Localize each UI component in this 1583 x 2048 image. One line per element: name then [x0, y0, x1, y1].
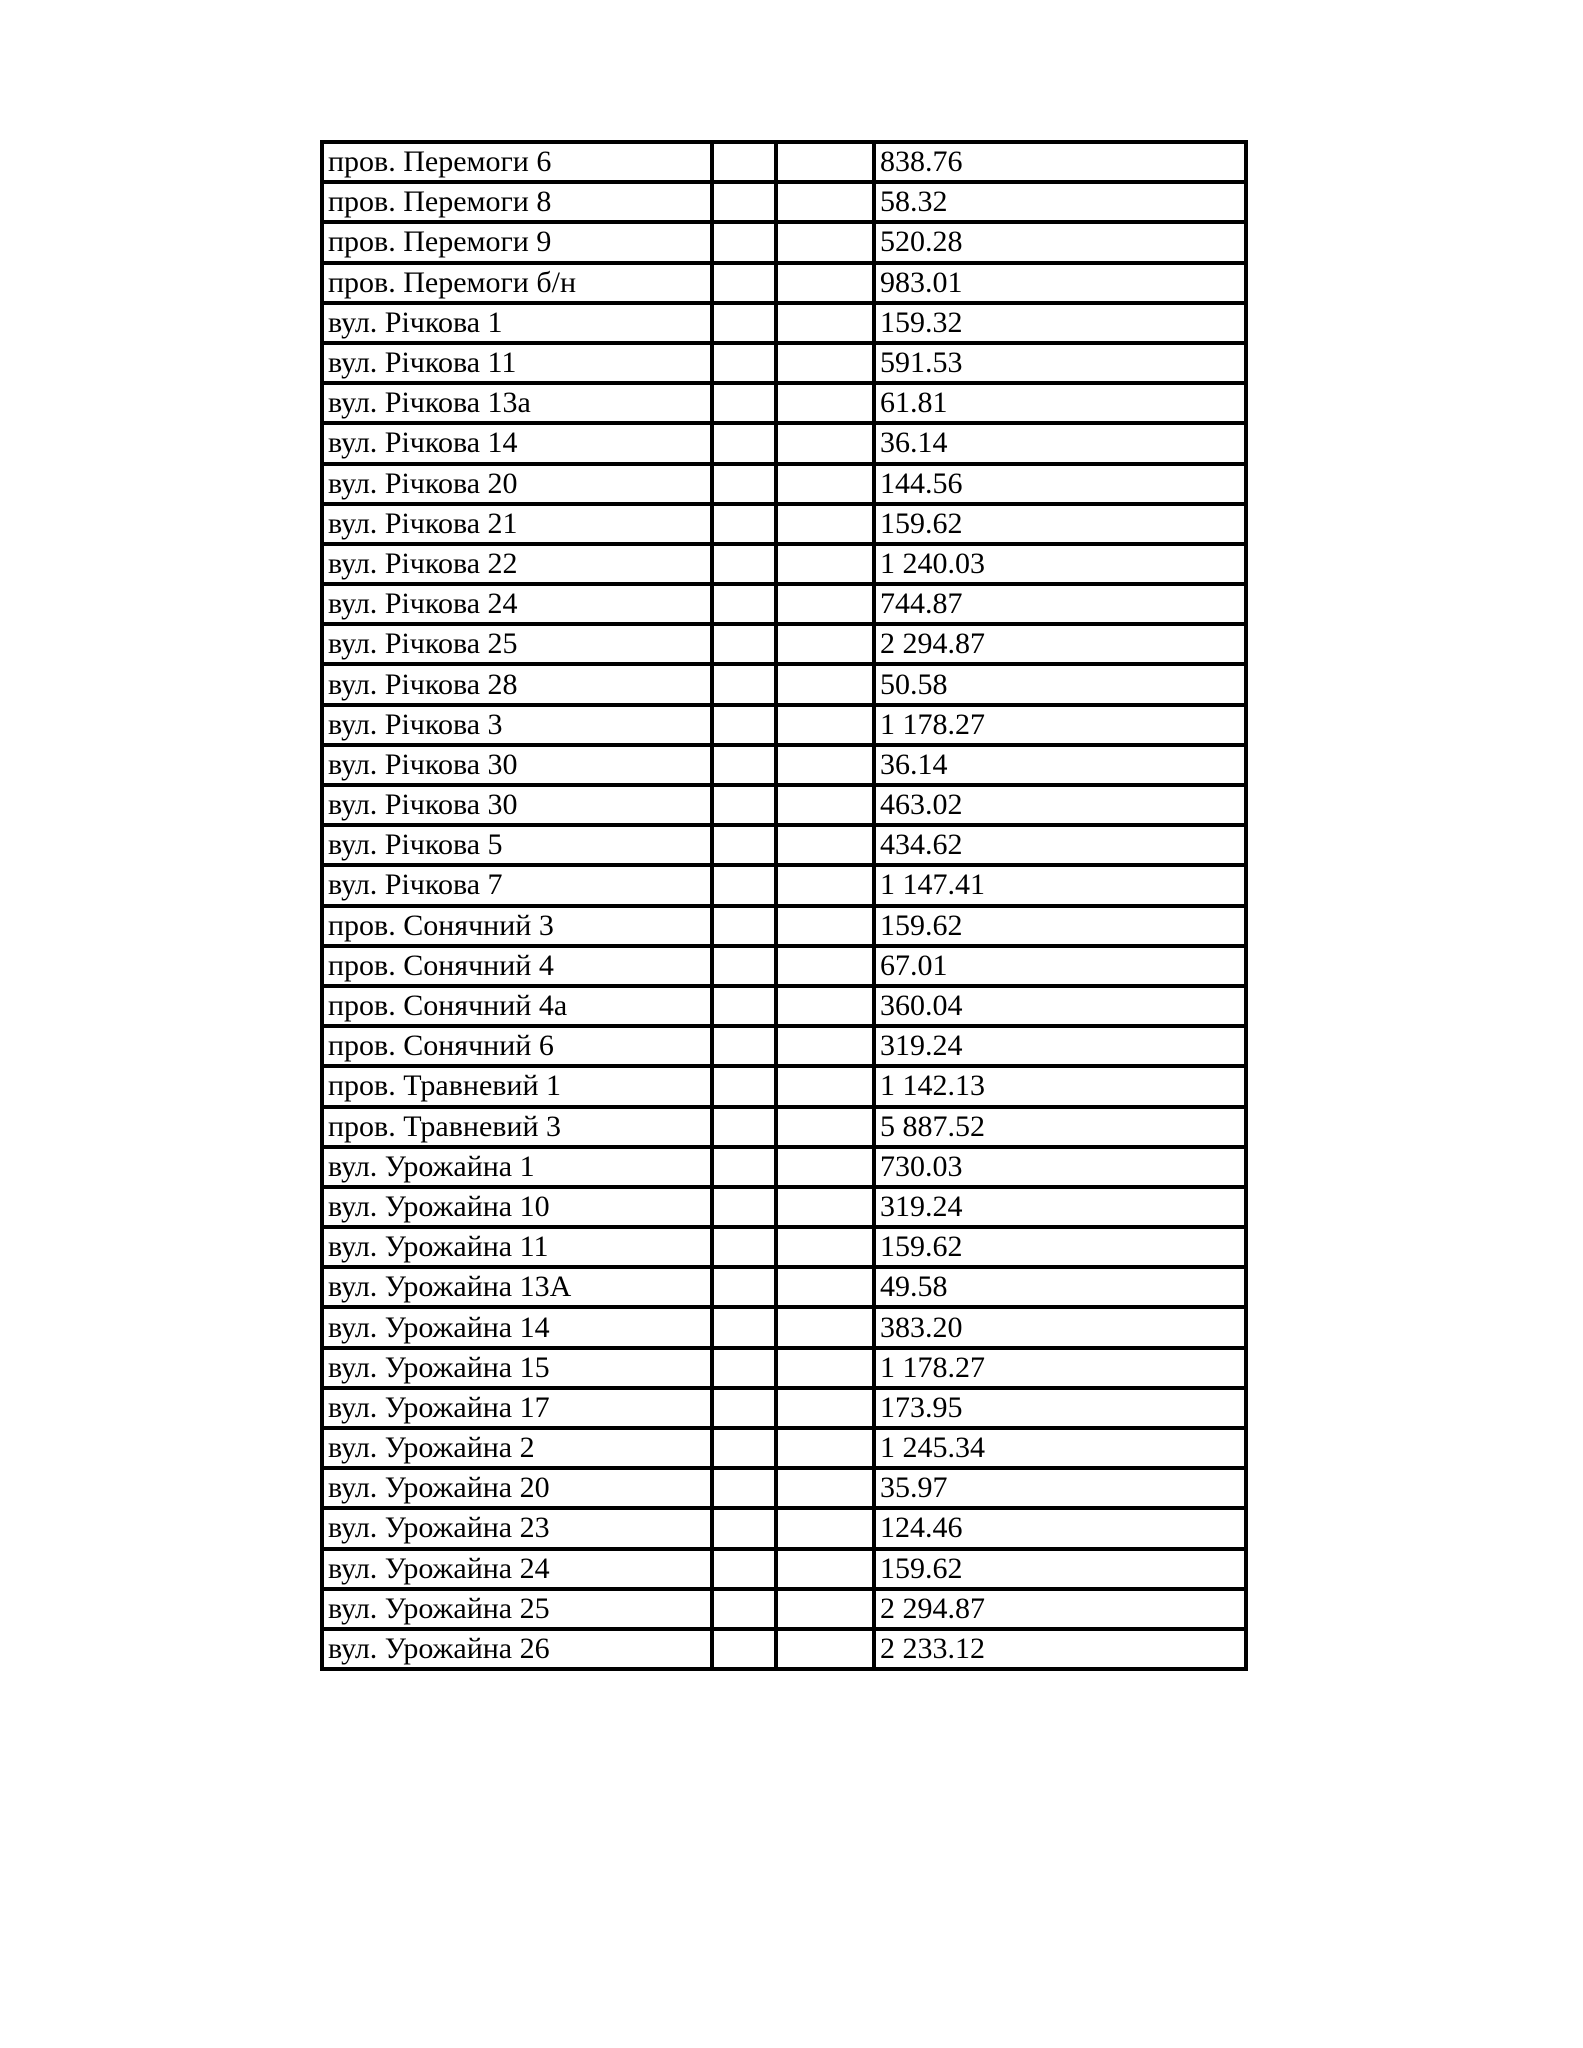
- address-cell: вул. Урожайна 17: [322, 1388, 712, 1428]
- empty-cell: [712, 1388, 776, 1428]
- amount-cell: 434.62: [874, 825, 1246, 865]
- amount-cell: 159.62: [874, 1227, 1246, 1267]
- amount-cell: 58.32: [874, 182, 1246, 222]
- empty-cell: [712, 1066, 776, 1106]
- amount-cell: 319.24: [874, 1187, 1246, 1227]
- empty-cell: [712, 1428, 776, 1468]
- table-row: [322, 865, 1246, 905]
- address-cell: вул. Річкова 3: [322, 705, 712, 745]
- empty-cell: [712, 584, 776, 624]
- table-row: [322, 1549, 1246, 1589]
- address-cell: вул. Урожайна 10: [322, 1187, 712, 1227]
- address-cell: пров. Сонячний 4а: [322, 986, 712, 1026]
- address-cell: вул. Річкова 21: [322, 504, 712, 544]
- amount-cell: 319.24: [874, 1026, 1246, 1066]
- empty-cell: [712, 705, 776, 745]
- empty-cell: [712, 303, 776, 343]
- address-cell: пров. Перемоги 9: [322, 222, 712, 262]
- amount-cell: 983.01: [874, 263, 1246, 303]
- empty-cell: [776, 1508, 874, 1548]
- address-cell: вул. Урожайна 26: [322, 1629, 712, 1669]
- address-cell: вул. Річкова 24: [322, 584, 712, 624]
- amount-cell: 744.87: [874, 584, 1246, 624]
- empty-cell: [712, 1187, 776, 1227]
- amount-cell: 1 178.27: [874, 1348, 1246, 1388]
- table-row: [322, 906, 1246, 946]
- amount-cell: 159.32: [874, 303, 1246, 343]
- empty-cell: [776, 1589, 874, 1629]
- empty-cell: [712, 1147, 776, 1187]
- table-row: [322, 142, 1246, 182]
- amount-cell: 520.28: [874, 222, 1246, 262]
- empty-cell: [712, 906, 776, 946]
- empty-cell: [712, 1508, 776, 1548]
- address-cell: вул. Річкова 7: [322, 865, 712, 905]
- empty-cell: [776, 624, 874, 664]
- table-row: [322, 664, 1246, 704]
- empty-cell: [712, 865, 776, 905]
- amount-cell: 36.14: [874, 423, 1246, 463]
- table-row: [322, 1428, 1246, 1468]
- amount-cell: 838.76: [874, 142, 1246, 182]
- empty-cell: [776, 1388, 874, 1428]
- address-cell: вул. Урожайна 15: [322, 1348, 712, 1388]
- address-cell: вул. Річкова 14: [322, 423, 712, 463]
- table-row: [322, 383, 1246, 423]
- empty-cell: [712, 745, 776, 785]
- address-cell: пров. Сонячний 3: [322, 906, 712, 946]
- empty-cell: [776, 906, 874, 946]
- empty-cell: [776, 1187, 874, 1227]
- empty-cell: [712, 1307, 776, 1347]
- empty-cell: [776, 1026, 874, 1066]
- address-cell: пров. Травневий 1: [322, 1066, 712, 1106]
- empty-cell: [776, 1428, 874, 1468]
- empty-cell: [776, 745, 874, 785]
- table-row: [322, 986, 1246, 1026]
- empty-cell: [712, 464, 776, 504]
- empty-cell: [776, 222, 874, 262]
- empty-cell: [712, 423, 776, 463]
- amount-cell: 1 245.34: [874, 1428, 1246, 1468]
- table-row: [322, 1227, 1246, 1267]
- empty-cell: [776, 986, 874, 1026]
- address-amount-table: [320, 140, 1248, 1671]
- empty-cell: [712, 1227, 776, 1267]
- amount-cell: 36.14: [874, 745, 1246, 785]
- empty-cell: [776, 263, 874, 303]
- amount-cell: 1 147.41: [874, 865, 1246, 905]
- amount-cell: 360.04: [874, 986, 1246, 1026]
- table-row: [322, 1066, 1246, 1106]
- amount-cell: 159.62: [874, 504, 1246, 544]
- table-row: [322, 263, 1246, 303]
- amount-cell: 2 233.12: [874, 1629, 1246, 1669]
- empty-cell: [712, 825, 776, 865]
- table-row: [322, 182, 1246, 222]
- empty-cell: [712, 1107, 776, 1147]
- empty-cell: [776, 785, 874, 825]
- empty-cell: [776, 1147, 874, 1187]
- amount-cell: 463.02: [874, 785, 1246, 825]
- empty-cell: [776, 1066, 874, 1106]
- address-cell: пров. Сонячний 4: [322, 946, 712, 986]
- table-row: [322, 1107, 1246, 1147]
- empty-cell: [712, 1468, 776, 1508]
- table-row: [322, 1589, 1246, 1629]
- address-cell: вул. Річкова 30: [322, 745, 712, 785]
- amount-cell: 173.95: [874, 1388, 1246, 1428]
- amount-cell: 591.53: [874, 343, 1246, 383]
- empty-cell: [776, 423, 874, 463]
- empty-cell: [776, 825, 874, 865]
- amount-cell: 5 887.52: [874, 1107, 1246, 1147]
- table-row: [322, 624, 1246, 664]
- address-cell: вул. Річкова 30: [322, 785, 712, 825]
- empty-cell: [776, 1227, 874, 1267]
- address-cell: вул. Урожайна 25: [322, 1589, 712, 1629]
- empty-cell: [712, 785, 776, 825]
- empty-cell: [776, 1629, 874, 1669]
- empty-cell: [712, 263, 776, 303]
- amount-cell: 730.03: [874, 1147, 1246, 1187]
- table-row: [322, 1388, 1246, 1428]
- address-cell: вул. Річкова 1: [322, 303, 712, 343]
- address-cell: вул. Урожайна 13А: [322, 1267, 712, 1307]
- address-cell: вул. Урожайна 14: [322, 1307, 712, 1347]
- table-row: [322, 1026, 1246, 1066]
- amount-cell: 159.62: [874, 906, 1246, 946]
- table-row: [322, 1147, 1246, 1187]
- empty-cell: [776, 182, 874, 222]
- empty-cell: [776, 1107, 874, 1147]
- address-cell: пров. Перемоги б/н: [322, 263, 712, 303]
- empty-cell: [776, 504, 874, 544]
- amount-cell: 383.20: [874, 1307, 1246, 1347]
- table-row: [322, 584, 1246, 624]
- empty-cell: [712, 624, 776, 664]
- amount-cell: 67.01: [874, 946, 1246, 986]
- empty-cell: [776, 946, 874, 986]
- table-row: [322, 222, 1246, 262]
- empty-cell: [776, 1348, 874, 1388]
- amount-cell: 159.62: [874, 1549, 1246, 1589]
- table-body: [322, 142, 1246, 1669]
- empty-cell: [776, 343, 874, 383]
- table-row: [322, 1187, 1246, 1227]
- empty-cell: [776, 705, 874, 745]
- empty-cell: [712, 222, 776, 262]
- amount-cell: 35.97: [874, 1468, 1246, 1508]
- table-row: [322, 1508, 1246, 1548]
- table-row: [322, 705, 1246, 745]
- amount-cell: 144.56: [874, 464, 1246, 504]
- table-row: [322, 1468, 1246, 1508]
- table-row: [322, 1267, 1246, 1307]
- empty-cell: [712, 1267, 776, 1307]
- amount-cell: 1 178.27: [874, 705, 1246, 745]
- address-cell: вул. Річкова 11: [322, 343, 712, 383]
- empty-cell: [776, 1307, 874, 1347]
- address-cell: вул. Річкова 25: [322, 624, 712, 664]
- table-row: [322, 1348, 1246, 1388]
- amount-cell: 1 240.03: [874, 544, 1246, 584]
- empty-cell: [776, 1549, 874, 1589]
- table-row: [322, 343, 1246, 383]
- amount-cell: 1 142.13: [874, 1066, 1246, 1106]
- table-row: [322, 423, 1246, 463]
- table-row: [322, 825, 1246, 865]
- empty-cell: [712, 383, 776, 423]
- table-row: [322, 745, 1246, 785]
- empty-cell: [712, 1629, 776, 1669]
- address-cell: вул. Урожайна 11: [322, 1227, 712, 1267]
- empty-cell: [712, 1348, 776, 1388]
- address-cell: вул. Урожайна 2: [322, 1428, 712, 1468]
- empty-cell: [776, 1267, 874, 1307]
- table-row: [322, 1629, 1246, 1669]
- empty-cell: [776, 584, 874, 624]
- address-cell: вул. Річкова 22: [322, 544, 712, 584]
- table-row: [322, 946, 1246, 986]
- address-cell: вул. Урожайна 23: [322, 1508, 712, 1548]
- address-cell: вул. Урожайна 1: [322, 1147, 712, 1187]
- empty-cell: [712, 544, 776, 584]
- empty-cell: [712, 142, 776, 182]
- empty-cell: [776, 142, 874, 182]
- table-row: [322, 504, 1246, 544]
- empty-cell: [776, 464, 874, 504]
- address-cell: вул. Урожайна 20: [322, 1468, 712, 1508]
- amount-cell: 2 294.87: [874, 624, 1246, 664]
- address-cell: вул. Річкова 28: [322, 664, 712, 704]
- table-row: [322, 464, 1246, 504]
- amount-cell: 124.46: [874, 1508, 1246, 1548]
- address-cell: пров. Перемоги 8: [322, 182, 712, 222]
- address-cell: вул. Річкова 13а: [322, 383, 712, 423]
- empty-cell: [712, 1026, 776, 1066]
- empty-cell: [712, 504, 776, 544]
- empty-cell: [712, 1589, 776, 1629]
- empty-cell: [776, 1468, 874, 1508]
- empty-cell: [776, 303, 874, 343]
- empty-cell: [712, 1549, 776, 1589]
- table-row: [322, 544, 1246, 584]
- empty-cell: [776, 664, 874, 704]
- amount-cell: 49.58: [874, 1267, 1246, 1307]
- empty-cell: [712, 182, 776, 222]
- address-cell: вул. Річкова 5: [322, 825, 712, 865]
- amount-cell: 50.58: [874, 664, 1246, 704]
- empty-cell: [712, 986, 776, 1026]
- address-cell: вул. Річкова 20: [322, 464, 712, 504]
- empty-cell: [776, 544, 874, 584]
- amount-cell: 2 294.87: [874, 1589, 1246, 1629]
- table-row: [322, 785, 1246, 825]
- table-row: [322, 303, 1246, 343]
- empty-cell: [712, 946, 776, 986]
- empty-cell: [712, 664, 776, 704]
- address-cell: пров. Перемоги 6: [322, 142, 712, 182]
- empty-cell: [776, 383, 874, 423]
- table-row: [322, 1307, 1246, 1347]
- amount-cell: 61.81: [874, 383, 1246, 423]
- address-cell: вул. Урожайна 24: [322, 1549, 712, 1589]
- address-cell: пров. Травневий 3: [322, 1107, 712, 1147]
- empty-cell: [712, 343, 776, 383]
- address-cell: пров. Сонячний 6: [322, 1026, 712, 1066]
- empty-cell: [776, 865, 874, 905]
